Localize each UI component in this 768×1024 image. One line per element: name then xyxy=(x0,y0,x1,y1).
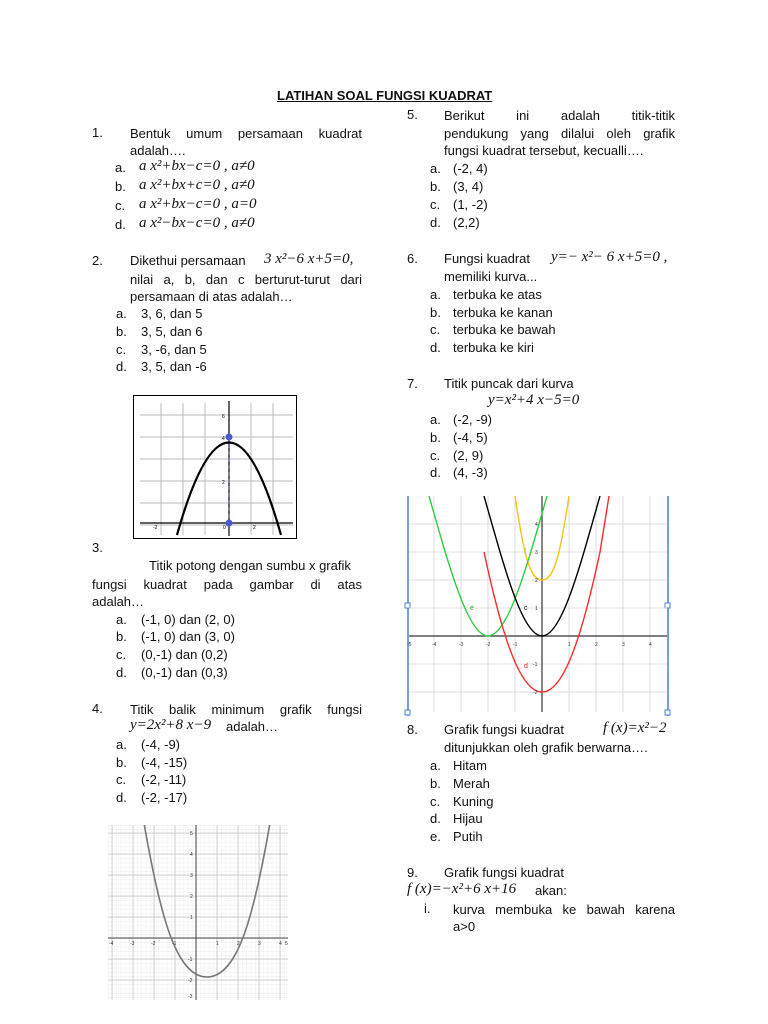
option-label: d. xyxy=(430,465,441,480)
x-tick-label: -1 xyxy=(172,941,177,947)
option-text: Kuning xyxy=(453,794,494,809)
x-tick-label: 2 xyxy=(253,525,256,531)
sub-label: i. xyxy=(424,901,431,916)
question-text: Titik balik minimum grafik fungsi xyxy=(130,702,362,717)
question-math: 3 x²−6 x+5=0, xyxy=(264,251,354,267)
question-number: 6. xyxy=(407,251,418,266)
option-label: d. xyxy=(430,215,441,230)
y-tick-label: -3 xyxy=(188,994,193,1000)
option-label: d. xyxy=(116,665,127,680)
option-math: a x²+bx+c=0 , a≠0 xyxy=(139,177,255,193)
y-tick-label: 2 xyxy=(222,480,225,486)
y-tick-label: 4 xyxy=(190,852,193,858)
option-label: a. xyxy=(430,161,441,176)
option-text: (0,-1) dan (0,3) xyxy=(141,665,228,680)
option-math: a x²+bx−c=0 , a=0 xyxy=(139,196,257,212)
question-text: fungsi kuadrat tersebut, kecualli…. xyxy=(444,143,644,158)
origin-label: 0 xyxy=(223,525,226,531)
option-label: d. xyxy=(115,217,126,232)
option-label: c. xyxy=(116,647,127,662)
option-label: a. xyxy=(430,287,441,302)
y-tick-label: 1 xyxy=(535,606,538,612)
question-number: 9. xyxy=(407,865,418,880)
question-text: persamaan di atas adalah… xyxy=(130,289,293,304)
question-text: pendukung yang dilalui oleh grafik xyxy=(444,126,675,141)
option-text: (-2, 4) xyxy=(453,161,488,176)
graph-upward-parabola xyxy=(108,825,288,1000)
option-text: 3, -6, dan 5 xyxy=(141,342,207,357)
option-text: (-1, 0) dan (3, 0) xyxy=(141,629,235,644)
question-number: 2. xyxy=(92,253,103,268)
x-tick-label: 4 xyxy=(649,642,652,648)
option-text: terbuka ke kanan xyxy=(453,305,553,320)
option-label: c. xyxy=(430,794,441,809)
option-label: c. xyxy=(115,198,126,213)
x-tick-label: -2 xyxy=(486,642,491,648)
question-text: akan: xyxy=(535,883,567,898)
option-label: b. xyxy=(116,755,127,770)
curve-label-green: e xyxy=(470,605,474,612)
question-text: fungsi kuadrat pada gambar di atas xyxy=(92,577,362,592)
option-text: (3, 4) xyxy=(453,179,484,194)
y-tick-label: 5 xyxy=(190,831,193,837)
option-label: d. xyxy=(116,790,127,805)
curve-label-black: c xyxy=(524,605,528,612)
y-tick-label: 6 xyxy=(222,414,225,420)
option-text: 3, 5, dan -6 xyxy=(141,359,207,374)
x-tick-label: -2 xyxy=(151,941,156,947)
option-label: a. xyxy=(430,758,441,773)
x-tick-label: 2 xyxy=(237,941,240,947)
question-text: Titik puncak dari kurva xyxy=(444,376,574,391)
option-text: Hijau xyxy=(453,811,483,826)
option-text: Merah xyxy=(453,776,490,791)
x-tick-label: 5 xyxy=(285,941,288,947)
option-text: (-1, 0) dan (2, 0) xyxy=(141,612,235,627)
option-text: (4, -3) xyxy=(453,465,488,480)
question-number: 4. xyxy=(92,701,103,716)
question-text: Grafik fungsi kuadrat xyxy=(444,722,564,737)
question-number: 7. xyxy=(407,376,418,391)
option-label: c. xyxy=(430,197,441,212)
option-text: (2, 9) xyxy=(453,448,484,463)
x-tick-label: -3 xyxy=(459,642,464,648)
option-label: a. xyxy=(116,306,127,321)
option-label: e. xyxy=(430,829,441,844)
option-text: (2,2) xyxy=(453,215,480,230)
question-number: 5. xyxy=(407,107,418,122)
option-label: b. xyxy=(430,305,441,320)
question-math: y=2x²+8 x−9 xyxy=(130,717,212,733)
option-label: b. xyxy=(430,430,441,445)
question-text: nilai a, b, dan c berturut-turut dari xyxy=(130,272,362,287)
option-text: (0,-1) dan (0,2) xyxy=(141,647,228,662)
question-text: Berikut ini adalah titik-titik xyxy=(444,108,675,123)
y-tick-label: 2 xyxy=(190,894,193,900)
x-tick-label: 3 xyxy=(258,941,261,947)
option-text: (-2, -9) xyxy=(453,412,492,427)
question-math: f (x)=−x²+6 x+16 xyxy=(407,881,517,897)
question-text: Fungsi kuadrat xyxy=(444,251,530,266)
y-tick-label: 3 xyxy=(535,550,538,556)
question-text: Titik potong dengan sumbu x grafik xyxy=(149,558,351,573)
x-tick-label: 4 xyxy=(279,941,282,947)
option-text: 3, 5, dan 6 xyxy=(141,324,203,339)
option-label: c. xyxy=(430,322,441,337)
x-tick-label: -1 xyxy=(513,642,518,648)
question-text: memiliki kurva... xyxy=(444,269,538,284)
option-label: b. xyxy=(116,324,127,339)
y-tick-label: 2 xyxy=(535,578,538,584)
option-label: b. xyxy=(430,776,441,791)
x-tick-label: -3 xyxy=(130,941,135,947)
x-tick-label: -4 xyxy=(109,941,114,947)
option-label: d. xyxy=(116,359,127,374)
question-number: 3. xyxy=(92,540,103,555)
question-text: Bentuk umum persamaan kuadrat xyxy=(130,126,362,141)
option-text: terbuka ke bawah xyxy=(453,322,556,337)
y-tick-label: 4 xyxy=(222,436,225,442)
option-label: b. xyxy=(116,629,127,644)
option-text: (-4, -15) xyxy=(141,755,188,770)
question-text: ditunjukkan oleh grafik berwarna…. xyxy=(444,740,648,755)
x-tick-label: -5 xyxy=(407,642,412,648)
option-text: (-4, -9) xyxy=(141,737,180,752)
sub-text: kurva membuka ke bawah karena xyxy=(453,902,675,917)
y-tick-label: -1 xyxy=(188,957,193,963)
curve-label-yellow: f xyxy=(524,549,526,556)
question-math: y=x²+4 x−5=0 xyxy=(488,392,580,408)
question-text: adalah… xyxy=(226,719,279,734)
option-label: b. xyxy=(430,179,441,194)
option-text: Hitam xyxy=(453,758,487,773)
question-math: y=− x²− 6 x+5=0 , xyxy=(551,249,668,265)
option-label: c. xyxy=(116,772,127,787)
x-tick-label: 3 xyxy=(622,642,625,648)
option-label: a. xyxy=(116,612,127,627)
option-text: (-2, -11) xyxy=(141,772,187,787)
option-label: a. xyxy=(430,412,441,427)
option-text: terbuka ke atas xyxy=(453,287,542,302)
question-number: 1. xyxy=(92,125,103,140)
sub-text: a>0 xyxy=(453,919,476,934)
option-math: a x²+bx−c=0 , a≠0 xyxy=(139,158,255,174)
curve-label-red: d xyxy=(524,663,528,670)
option-label: d. xyxy=(430,811,441,826)
question-text: Dikethui persamaan xyxy=(130,253,246,268)
graph-downward-parabola xyxy=(133,395,297,539)
y-tick-label: -2 xyxy=(188,978,193,984)
option-text: (-4, 5) xyxy=(453,430,488,445)
question-text: Grafik fungsi kuadrat xyxy=(444,865,564,880)
graph-colored-parabolas xyxy=(404,496,674,716)
option-label: a. xyxy=(115,160,126,175)
x-tick-label: -4 xyxy=(432,642,437,648)
x-tick-label: 1 xyxy=(568,642,571,648)
question-math: f (x)=x²−2 xyxy=(603,720,667,736)
x-tick-label: -2 xyxy=(153,525,158,531)
y-tick-label: -1 xyxy=(533,662,538,668)
y-tick-label: 3 xyxy=(190,873,193,879)
question-text: adalah… xyxy=(92,594,145,609)
option-text: 3, 6, dan 5 xyxy=(141,306,203,321)
option-label: d. xyxy=(430,340,441,355)
question-text: adalah…. xyxy=(130,143,186,158)
y-tick-label: 4 xyxy=(535,522,538,528)
option-label: a. xyxy=(116,737,127,752)
option-text: Putih xyxy=(453,829,483,844)
option-text: terbuka ke kiri xyxy=(453,340,534,355)
y-tick-label: 1 xyxy=(190,915,193,921)
page-title: LATIHAN SOAL FUNGSI KUADRAT xyxy=(277,88,493,103)
option-label: c. xyxy=(430,448,441,463)
x-tick-label: 2 xyxy=(595,642,598,648)
option-math: a x²−bx−c=0 , a≠0 xyxy=(139,215,255,231)
option-text: (-2, -17) xyxy=(141,790,188,805)
option-label: b. xyxy=(115,179,126,194)
option-label: c. xyxy=(116,342,127,357)
question-number: 8. xyxy=(407,722,418,737)
option-text: (1, -2) xyxy=(453,197,488,212)
x-tick-label: 1 xyxy=(216,941,219,947)
y-tick-label: -2 xyxy=(533,690,538,696)
